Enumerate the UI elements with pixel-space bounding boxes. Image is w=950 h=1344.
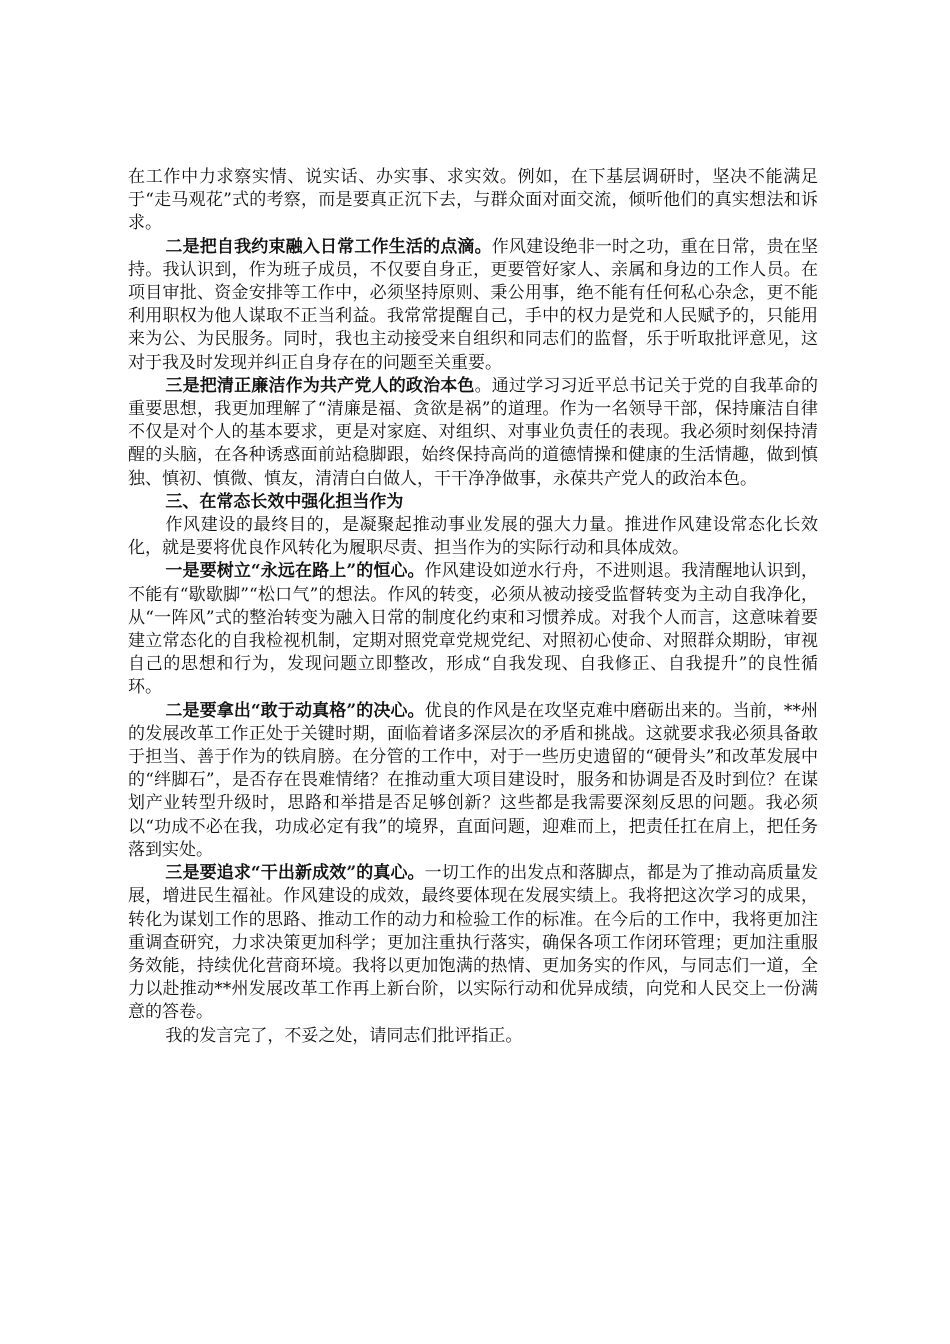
paragraph-point-results <box>128 862 818 1024</box>
paragraph-point-integrity <box>128 375 818 491</box>
paragraph-body-intro <box>128 514 818 560</box>
paragraph-lead: 三是要追求“干出新成效”的真心。 <box>165 863 425 884</box>
paragraph-continuation <box>128 166 818 236</box>
document-page <box>128 166 818 1048</box>
section-heading <box>128 491 818 514</box>
paragraph-lead: 一是要树立“永远在路上”的恒心。 <box>165 561 425 582</box>
paragraph-text: 我的发言完了，不妥之处，请同志们批评指正。 <box>165 1025 523 1046</box>
paragraph-text: 作风建设如逆水行舟，不进则退。我清醒地认识到，不能有“歇歇脚”“松口气”的想法。作风的转变，必须从被动接受监督转变为主动自我净化，从“一阵风”式的整治转变为融入日常的制度化约束和习惯养成。对我个人而言，这意味着要建立常态化的自我检视机制，定期对照党章党规党纪、对照初心使命、对照群众期盼，审视自己的思想和行为，发现问题立即整改，形成“自我发现、自我修正、自我提升”的良性循环。 <box>128 561 818 698</box>
paragraph-point-perseverance <box>128 560 818 699</box>
section-heading-text: 三、在常态长效中强化担当作为 <box>165 491 404 512</box>
paragraph-point-self-discipline <box>128 236 818 375</box>
paragraph-text: 在工作中力求察实情、说实话、办实事、求实效。例如，在下基层调研时，坚决不能满足于“走马观花”式的考察，而是要真正沉下去，与群众面对面交流，倾听他们的真实想法和诉求。 <box>128 167 818 234</box>
paragraph-text: 一切工作的出发点和落脚点，都是为了推动高质量发展，增进民生福祉。作风建设的成效，最终要体现在发展实绩上。我将把这次学习的成果，转化为谋划工作的思路、推动工作的动力和检验工作的标准。在今后的工作中，我将更加注重调查研究，力求决策更加科学；更加注重执行落实，确保各项工作闭环管理；更加注重服务效能，持续优化营商环境。我将以更加饱满的热情、更加务实的作风，与同志们一道，全力以赴推动**州发展改革工作再上新台阶，以实际行动和优异成绩，向党和人民交上一份满意的答卷。 <box>128 863 818 1023</box>
paragraph-text: 优良的作风是在攻坚克难中磨砺出来的。当前，**州的发展改革工作正处于关键时期，面临着诸多深层次的矛盾和挑战。这就要求我必须具备敢于担当、善于作为的铁肩膀。在分管的工作中，对于一些历史遗留的“硬骨头”和改革发展中的“绊脚石”，是否存在畏难情绪？在推动重大项目建设时，服务和协调是否及时到位？在谋划产业转型升级时，思路和举措是否足够创新？这些都是我需要深刻反思的问题。我必须以“功成不必在我，功成必定有我”的境界，直面问题，迎难而上，把责任扛在肩上，把任务落到实处。 <box>128 700 818 860</box>
paragraph-text: 作风建设的最终目的，是凝聚起推动事业发展的强大力量。推进作风建设常态化长效化，就是要将优良作风转化为履职尽责、担当作为的实际行动和具体成效。 <box>128 515 818 559</box>
paragraph-text: 。通过学习习近平总书记关于党的自我革命的重要思想，我更加理解了“清廉是福、贪欲是祸”的道理。作为一名领导干部，保持廉洁自律不仅是对个人的基本要求，更是对家庭、对组织、对事业负责任的表现。我必须时刻保持清醒的头脑，在各种诱惑面前站稳脚跟，始终保持高尚的道德情操和健康的生活情趣，做到慎独、慎初、慎微、慎友，清清白白做人，干干净净做事，永葆共产党人的政治本色。 <box>128 375 819 489</box>
paragraph-lead: 二是把自我约束融入日常工作生活的点滴。 <box>165 236 492 257</box>
paragraph-text: 作风建设绝非一时之功，重在日常，贵在坚持。我认识到，作为班子成员，不仅要自身正，更要管好家人、亲属和身边的工作人员。在项目审批、资金安排等工作中，必须坚持原则、秉公用事，绝不能有任何私心杂念，更不能利用职权为他人谋取不正当利益。我常常提醒自己，手中的权力是党和人民赋予的，只能用来为公、为民服务。同时，我也主动接受来自组织和同志们的监督，乐于听取批评意见，这对于我及时发现并纠正自身存在的问题至关重要。 <box>128 236 819 373</box>
paragraph-point-determination <box>128 700 818 862</box>
paragraph-lead: 三是把清正廉洁作为共产党人的政治本色 <box>165 375 475 396</box>
paragraph-lead: 二是要拿出“敢于动真格”的决心。 <box>165 700 425 721</box>
paragraph-closing <box>128 1025 818 1048</box>
